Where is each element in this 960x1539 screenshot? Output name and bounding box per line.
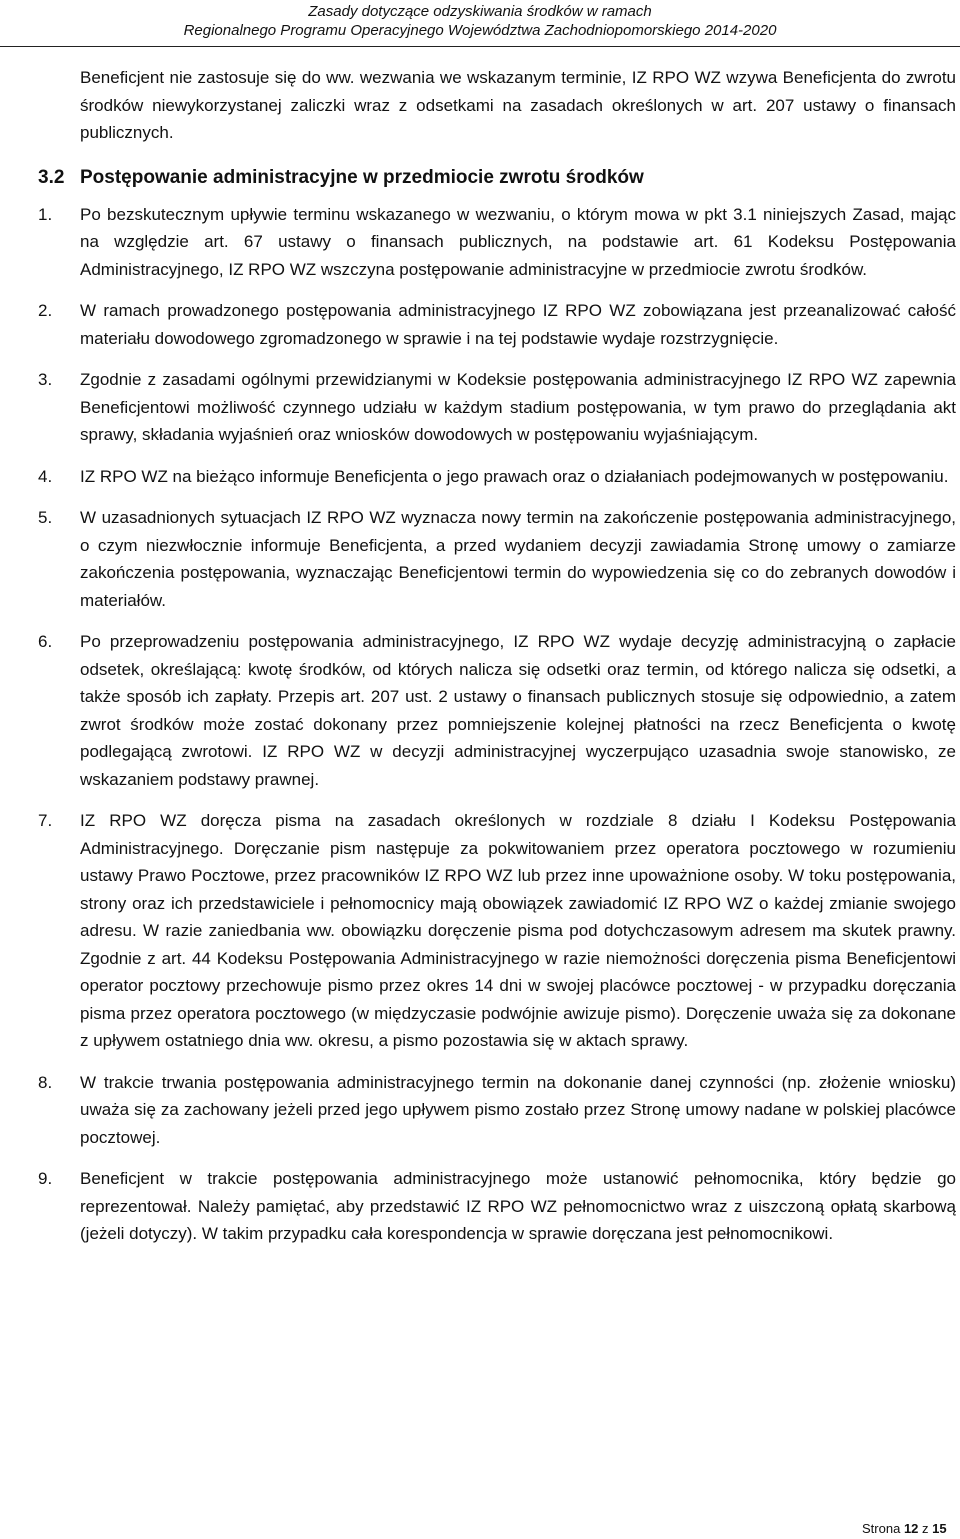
document-body bbox=[38, 64, 956, 1262]
list-item bbox=[38, 463, 956, 491]
item-number: 3. bbox=[38, 370, 53, 389]
page-header bbox=[0, 0, 960, 46]
page-footer bbox=[862, 1521, 947, 1537]
item-number: 4. bbox=[38, 466, 53, 486]
item-text: Po bezskutecznym upływie terminu wskazanego w wezwaniu, o którym mowa w pkt 3.1 niniejszych Zasad, mając na względzie art. 67 ustawy o finansach publicznych, na podstawie art. 61 Kodeksu Postępowania Administracyjnego, IZ RPO WZ wszczyna postępowanie administracyjne w przedmiocie zwrotu środków. bbox=[80, 204, 956, 279]
page-number: 12 bbox=[903, 1521, 919, 1536]
section-heading bbox=[38, 165, 956, 191]
item-number: 9. bbox=[38, 1169, 53, 1188]
page-total: 15 bbox=[932, 1521, 947, 1536]
item-number: 1. bbox=[38, 204, 53, 224]
item-text: W trakcie trwania postępowania administracyjnego termin na dokonanie danej czynności (np. złożenie wniosku) uważa się za zachowany jeżeli przed jego upływem pismo zostało przez Stronę umowy nadane w polskiej placówce pocztowej. bbox=[80, 1072, 956, 1147]
item-number: 2. bbox=[38, 301, 53, 320]
list-item bbox=[38, 201, 956, 284]
intro-paragraph: Beneficjent nie zastosuje się do ww. wezwania we wskazanym terminie, IZ RPO WZ wzywa Beneficjenta do zwrotu środków niewykorzystanej zaliczki wraz z odsetkami na zasadach określonych w art. 207 ustawy o finansach publicznych. bbox=[80, 68, 956, 142]
item-number: 6. bbox=[38, 632, 53, 651]
list-item bbox=[38, 628, 956, 793]
item-text: Beneficjent w trakcie postępowania administracyjnego może ustanowić pełnomocnika, który będzie go reprezentował. Należy pamiętać, aby przedstawić IZ RPO WZ pełnomocnictwo wraz z uiszczoną opłatą skarbową (jeżeli dotyczy). W takim przypadku cała korespondencja w sprawie doręczana jest pełnomocnikowi. bbox=[80, 1169, 956, 1243]
item-text: W uzasadnionych sytuacjach IZ RPO WZ wyznacza nowy termin na zakończenie postępowania administracyjnego, o czym niezwłocznie informuje Beneficjenta, a przed wydaniem decyzji zawiadamia Stronę umowy o zamiarze zakończenia postępowania, wyznaczając Beneficjentowi termin do wypowiedzenia się co do zebranych dowodów i materiałów. bbox=[80, 508, 956, 610]
item-text: W ramach prowadzonego postępowania administracyjnego IZ RPO WZ zobowiązana jest przeanalizować całość materiału dowodowego zgromadzonego w sprawie i na tej podstawie wydaje rozstrzygnięcie. bbox=[80, 301, 956, 348]
item-text: Po przeprowadzeniu postępowania administracyjnego, IZ RPO WZ wydaje decyzję administracyjną o zapłacie odsetek, określającą: kwotę środków, od których nalicza się odsetki oraz termin, od którego nalicza się odsetki, a także sposób ich zapłaty. Przepis art. 207 ust. 2 ustawy o finansach publicznych stosuje się odpowiednio, a zatem zwrot środków może zostać dokonany przez pomniejszenie kolejnej płatności na rzecz Beneficjenta o kwotę podlegającą zwrotowi. IZ RPO WZ w decyzji administracyjnej wyczerpująco uzasadnia swoje stanowisko, ze wskazaniem podstawy prawnej. bbox=[80, 632, 956, 789]
section-title: Postępowanie administracyjne w przedmiocie zwrotu środków bbox=[80, 166, 644, 188]
item-number: 7. bbox=[38, 811, 53, 830]
item-text: IZ RPO WZ doręcza pisma na zasadach określonych w rozdziale 8 działu I Kodeksu Postępowania Administracyjnego. Doręczanie pism następuje za pokwitowaniem przez operatora pocztowego w rozumieniu ustawy Prawo Pocztowe, przez pracowników IZ RPO WZ lub przez inne upoważnione osoby. W toku postępowania, strony oraz ich przedstawiciele i pełnomocnicy mają obowiązek zawiadomić IZ RPO WZ o każdej zmianie swojego adresu. W razie zaniedbania ww. obowiązku doręczenie pisma pod dotychczasowym adresem ma skutek prawny. Zgodnie z art. 44 Kodeksu Postępowania Administracyjnego w razie niemożności doręczenia pisma Beneficjentowi operator pocztowy przechowuje pismo przez okres 14 dni w swojej placówce pocztowej - w przypadku doręczania pisma przez operatora pocztowego (w międzyczasie podwójnie awizuje pismo). Doręczenie uważa się za dokonane z upływem ostatniego dnia ww. okresu, a pismo pozostawia się w aktach sprawy. bbox=[80, 811, 956, 1050]
header-line-2: Regionalnego Programu Operacyjnego Województwa Zachodniopomorskiego 2014-2020 bbox=[183, 22, 777, 39]
item-text: Zgodnie z zasadami ogólnymi przewidzianymi w Kodeksie postępowania administracyjnego IZ RPO WZ zapewnia Beneficjentowi możliwość czynnego udziału w każdym stadium postępowania, w tym prawo do przeglądania akt sprawy, składania wyjaśnień oraz wniosków dowodowych w postępowaniu wyjaśniającym. bbox=[80, 370, 956, 444]
header-divider bbox=[0, 46, 960, 47]
list-item bbox=[38, 366, 956, 449]
list-item bbox=[38, 1069, 956, 1152]
item-text: IZ RPO WZ na bieżąco informuje Beneficjenta o jego prawach oraz o działaniach podejmowanych w postępowaniu. bbox=[80, 466, 949, 486]
item-number: 5. bbox=[38, 508, 53, 527]
item-number: 8. bbox=[38, 1072, 53, 1092]
numbered-list bbox=[38, 201, 956, 1248]
list-item bbox=[38, 807, 956, 1055]
footer-label: Strona bbox=[862, 1521, 901, 1536]
list-item bbox=[38, 297, 956, 352]
list-item bbox=[38, 504, 956, 614]
footer-separator: z bbox=[922, 1521, 929, 1536]
header-line-1: Zasady dotyczące odzyskiwania środków w ramach bbox=[308, 3, 652, 20]
section-number: 3.2 bbox=[38, 166, 65, 188]
list-item bbox=[38, 1165, 956, 1248]
